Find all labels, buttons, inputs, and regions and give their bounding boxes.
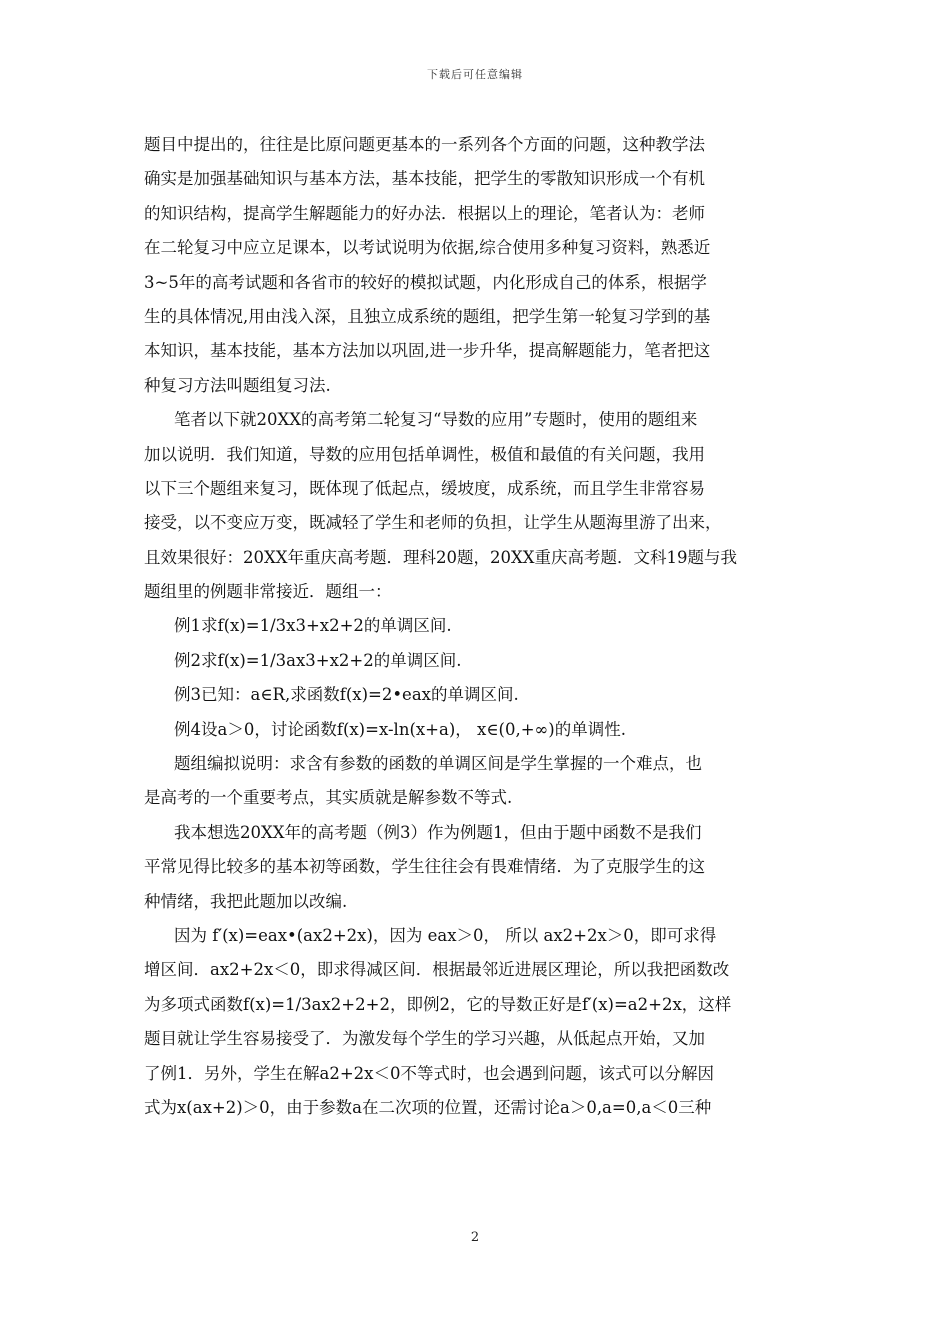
text-line: 平常见得比较多的基本初等函数，学生往往会有畏难情绪．为了克服学生的这: [144, 857, 705, 877]
example-line: 例4设a＞0，讨论函数f(x)=x-ln(x+a)， x∈(0,+∞)的单调性.: [174, 719, 626, 739]
text-line: 在二轮复习中应立足课本，以考试说明为依据,综合使用多种复习资料，熟悉近: [144, 238, 711, 258]
page-header: 下载后可任意编辑: [427, 68, 523, 81]
text-line: 加以说明．我们知道，导数的应用包括单调性，极值和最值的有关问题，我用: [144, 444, 705, 464]
text-line: 因为 f′(x)=eax•(ax2+2x)，因为 eax＞0， 所以 ax2+2x＞0，即可求得: [174, 925, 717, 945]
text-line: 式为x(ax+2)＞0，由于参数a在二次项的位置，还需讨论a＞0,a=0,a＜0三种: [144, 1097, 712, 1117]
example-line: 例2求f(x)=1/3ax3+x2+2的单调区间.: [174, 650, 462, 670]
text-line: 且效果很好：20XX年重庆高考题．理科20题，20XX重庆高考题．文科19题与我: [144, 547, 737, 567]
text-line: 了例1．另外，学生在解a2+2x＜0不等式时，也会遇到问题，该式可以分解因: [144, 1063, 714, 1083]
text-line: 增区间．ax2+2x＜0，即求得减区间．根据最邻近进展区理论，所以我把函数改: [144, 960, 730, 980]
page-number: 2: [470, 1230, 480, 1245]
text-line: 题目中提出的，往往是比原问题更基本的一系列各个方面的问题，这种教学法: [144, 135, 705, 154]
text-line: 3~5年的高考试题和各省市的较好的模拟试题，内化形成自己的体系，根据学: [144, 272, 707, 292]
example-line: 例1求f(x)=1/3x3+x2+2的单调区间.: [174, 616, 452, 636]
example-line: 例3已知：a∈R,求函数f(x)=2•eax的单调区间.: [174, 685, 519, 705]
text-line: 我本想选20XX年的高考题（例3）作为例题1，但由于题中函数不是我们: [174, 822, 702, 842]
text-line: 确实是加强基础知识与基本方法，基本技能，把学生的零散知识形成一个有机: [144, 169, 705, 189]
text-line: 种复习方法叫题组复习法.: [144, 375, 331, 395]
text-line: 本知识，基本技能，基本方法加以巩固,进一步升华，提高解题能力，笔者把这: [144, 341, 711, 361]
text-line: 生的具体情况,用由浅入深，且独立成系统的题组，把学生第一轮复习学到的基: [144, 306, 711, 326]
text-line: 接受，以不变应万变，既减轻了学生和老师的负担，让学生从题海里游了出来，: [144, 513, 722, 533]
text-line: 的知识结构，提高学生解题能力的好办法．根据以上的理论，笔者认为：老师: [144, 203, 705, 223]
text-line: 题目就让学生容易接受了．为激发每个学生的学习兴趣，从低起点开始，又加: [144, 1029, 705, 1049]
text-line: 种情绪，我把此题加以改编.: [144, 891, 348, 911]
text-line: 笔者以下就20XX的高考第二轮复习“导数的应用”专题时，使用的题组来: [174, 410, 698, 430]
text-line: 是高考的一个重要考点，其实质就是解参数不等式.: [144, 788, 513, 808]
text-line: 为多项式函数f(x)=1/3ax2+2+2，即例2，它的导数正好是f′(x)=a2+2x，这样: [144, 994, 732, 1014]
text-line: 题组编拟说明：求含有参数的函数的单调区间是学生掌握的一个难点，也: [174, 754, 702, 774]
text-line: 以下三个题组来复习，既体现了低起点，缓坡度，成系统，而且学生非常容易: [144, 478, 705, 498]
body-text: [144, 128, 810, 1125]
text-line: 题组里的例题非常接近．题组一：: [144, 582, 392, 602]
